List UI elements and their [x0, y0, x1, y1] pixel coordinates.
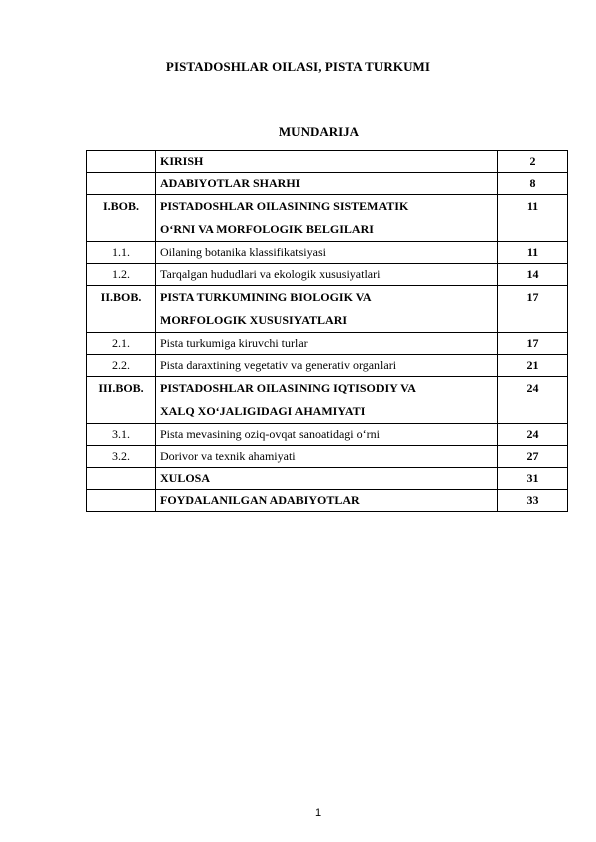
toc-row [87, 264, 568, 286]
toc-row-title: Pista daraxtining vegetativ va generativ organlari [156, 355, 498, 377]
toc-row-title: Pista mevasining oziq-ovqat sanoatidagi o‘rni [156, 424, 498, 446]
toc-row-title: Tarqalgan hududlari va ekologik xususiyatlari [156, 264, 498, 286]
toc-row-title: XULOSA [156, 468, 498, 490]
toc-row-page: 11 [498, 195, 568, 242]
toc-row-page: 14 [498, 264, 568, 286]
toc-row-title-line: PISTADOSHLAR OILASINING IQTISODIY VA [160, 381, 416, 395]
toc-row [87, 242, 568, 264]
toc-row-title-line: O‘RNI VA MORFOLOGIK BELGILARI [160, 222, 374, 236]
toc-row-number: I.BOB. [87, 195, 156, 242]
toc-row-number [87, 173, 156, 195]
table-of-contents [86, 150, 568, 512]
toc-row-title [156, 377, 498, 424]
toc-row-page: 24 [498, 424, 568, 446]
toc-row-page: 21 [498, 355, 568, 377]
toc-row-number: 1.2. [87, 264, 156, 286]
toc-row-title-line: PISTA TURKUMINING BIOLOGIK VA [160, 290, 372, 304]
toc-row [87, 424, 568, 446]
toc-row-page: 8 [498, 173, 568, 195]
toc-row-number: 3.1. [87, 424, 156, 446]
toc-row-page: 11 [498, 242, 568, 264]
toc-row [87, 151, 568, 173]
toc-row-title: FOYDALANILGAN ADABIYOTLAR [156, 490, 498, 512]
toc-row-chapter [87, 377, 568, 424]
toc-row-page: 2 [498, 151, 568, 173]
toc-heading: MUNDARIJA [278, 124, 360, 139]
toc-row-title-line: XALQ XO‘JALIGIDAGI AHAMIYATI [160, 404, 366, 418]
toc-row-number: II.BOB. [87, 286, 156, 333]
toc-row-page: 24 [498, 377, 568, 424]
toc-row-title: Oilaning botanika klassifikatsiyasi [156, 242, 498, 264]
toc-row [87, 173, 568, 195]
toc-row-title-line: MORFOLOGIK XUSUSIYATLARI [160, 313, 348, 327]
toc-row-number [87, 490, 156, 512]
toc-row-title [156, 195, 498, 242]
page-number: 1 [314, 807, 322, 819]
toc-row [87, 446, 568, 468]
toc-row-page: 33 [498, 490, 568, 512]
toc-row [87, 490, 568, 512]
toc-row-page: 17 [498, 286, 568, 333]
toc-row [87, 333, 568, 355]
toc-row [87, 355, 568, 377]
toc-row-number: 2.2. [87, 355, 156, 377]
toc-row-page: 27 [498, 446, 568, 468]
toc-row-number: 1.1. [87, 242, 156, 264]
toc-row-number: 2.1. [87, 333, 156, 355]
toc-row-number [87, 468, 156, 490]
toc-row-title [156, 286, 498, 333]
toc-row-page: 17 [498, 333, 568, 355]
document-title: PISTADOSHLAR OILASI, PISTA TURKUMI [165, 59, 431, 74]
toc-row-title: Pista turkumiga kiruvchi turlar [156, 333, 498, 355]
toc-row-number: III.BOB. [87, 377, 156, 424]
toc-row-chapter [87, 286, 568, 333]
toc-row-number: 3.2. [87, 446, 156, 468]
toc-row-page: 31 [498, 468, 568, 490]
toc-row-title: Dorivor va texnik ahamiyati [156, 446, 498, 468]
toc-row-title: ADABIYOTLAR SHARHI [156, 173, 498, 195]
toc-row-title-line: PISTADOSHLAR OILASINING SISTEMATIK [160, 199, 409, 213]
toc-row-number [87, 151, 156, 173]
toc-row-title: KIRISH [156, 151, 498, 173]
toc-row [87, 468, 568, 490]
toc-row-chapter [87, 195, 568, 242]
